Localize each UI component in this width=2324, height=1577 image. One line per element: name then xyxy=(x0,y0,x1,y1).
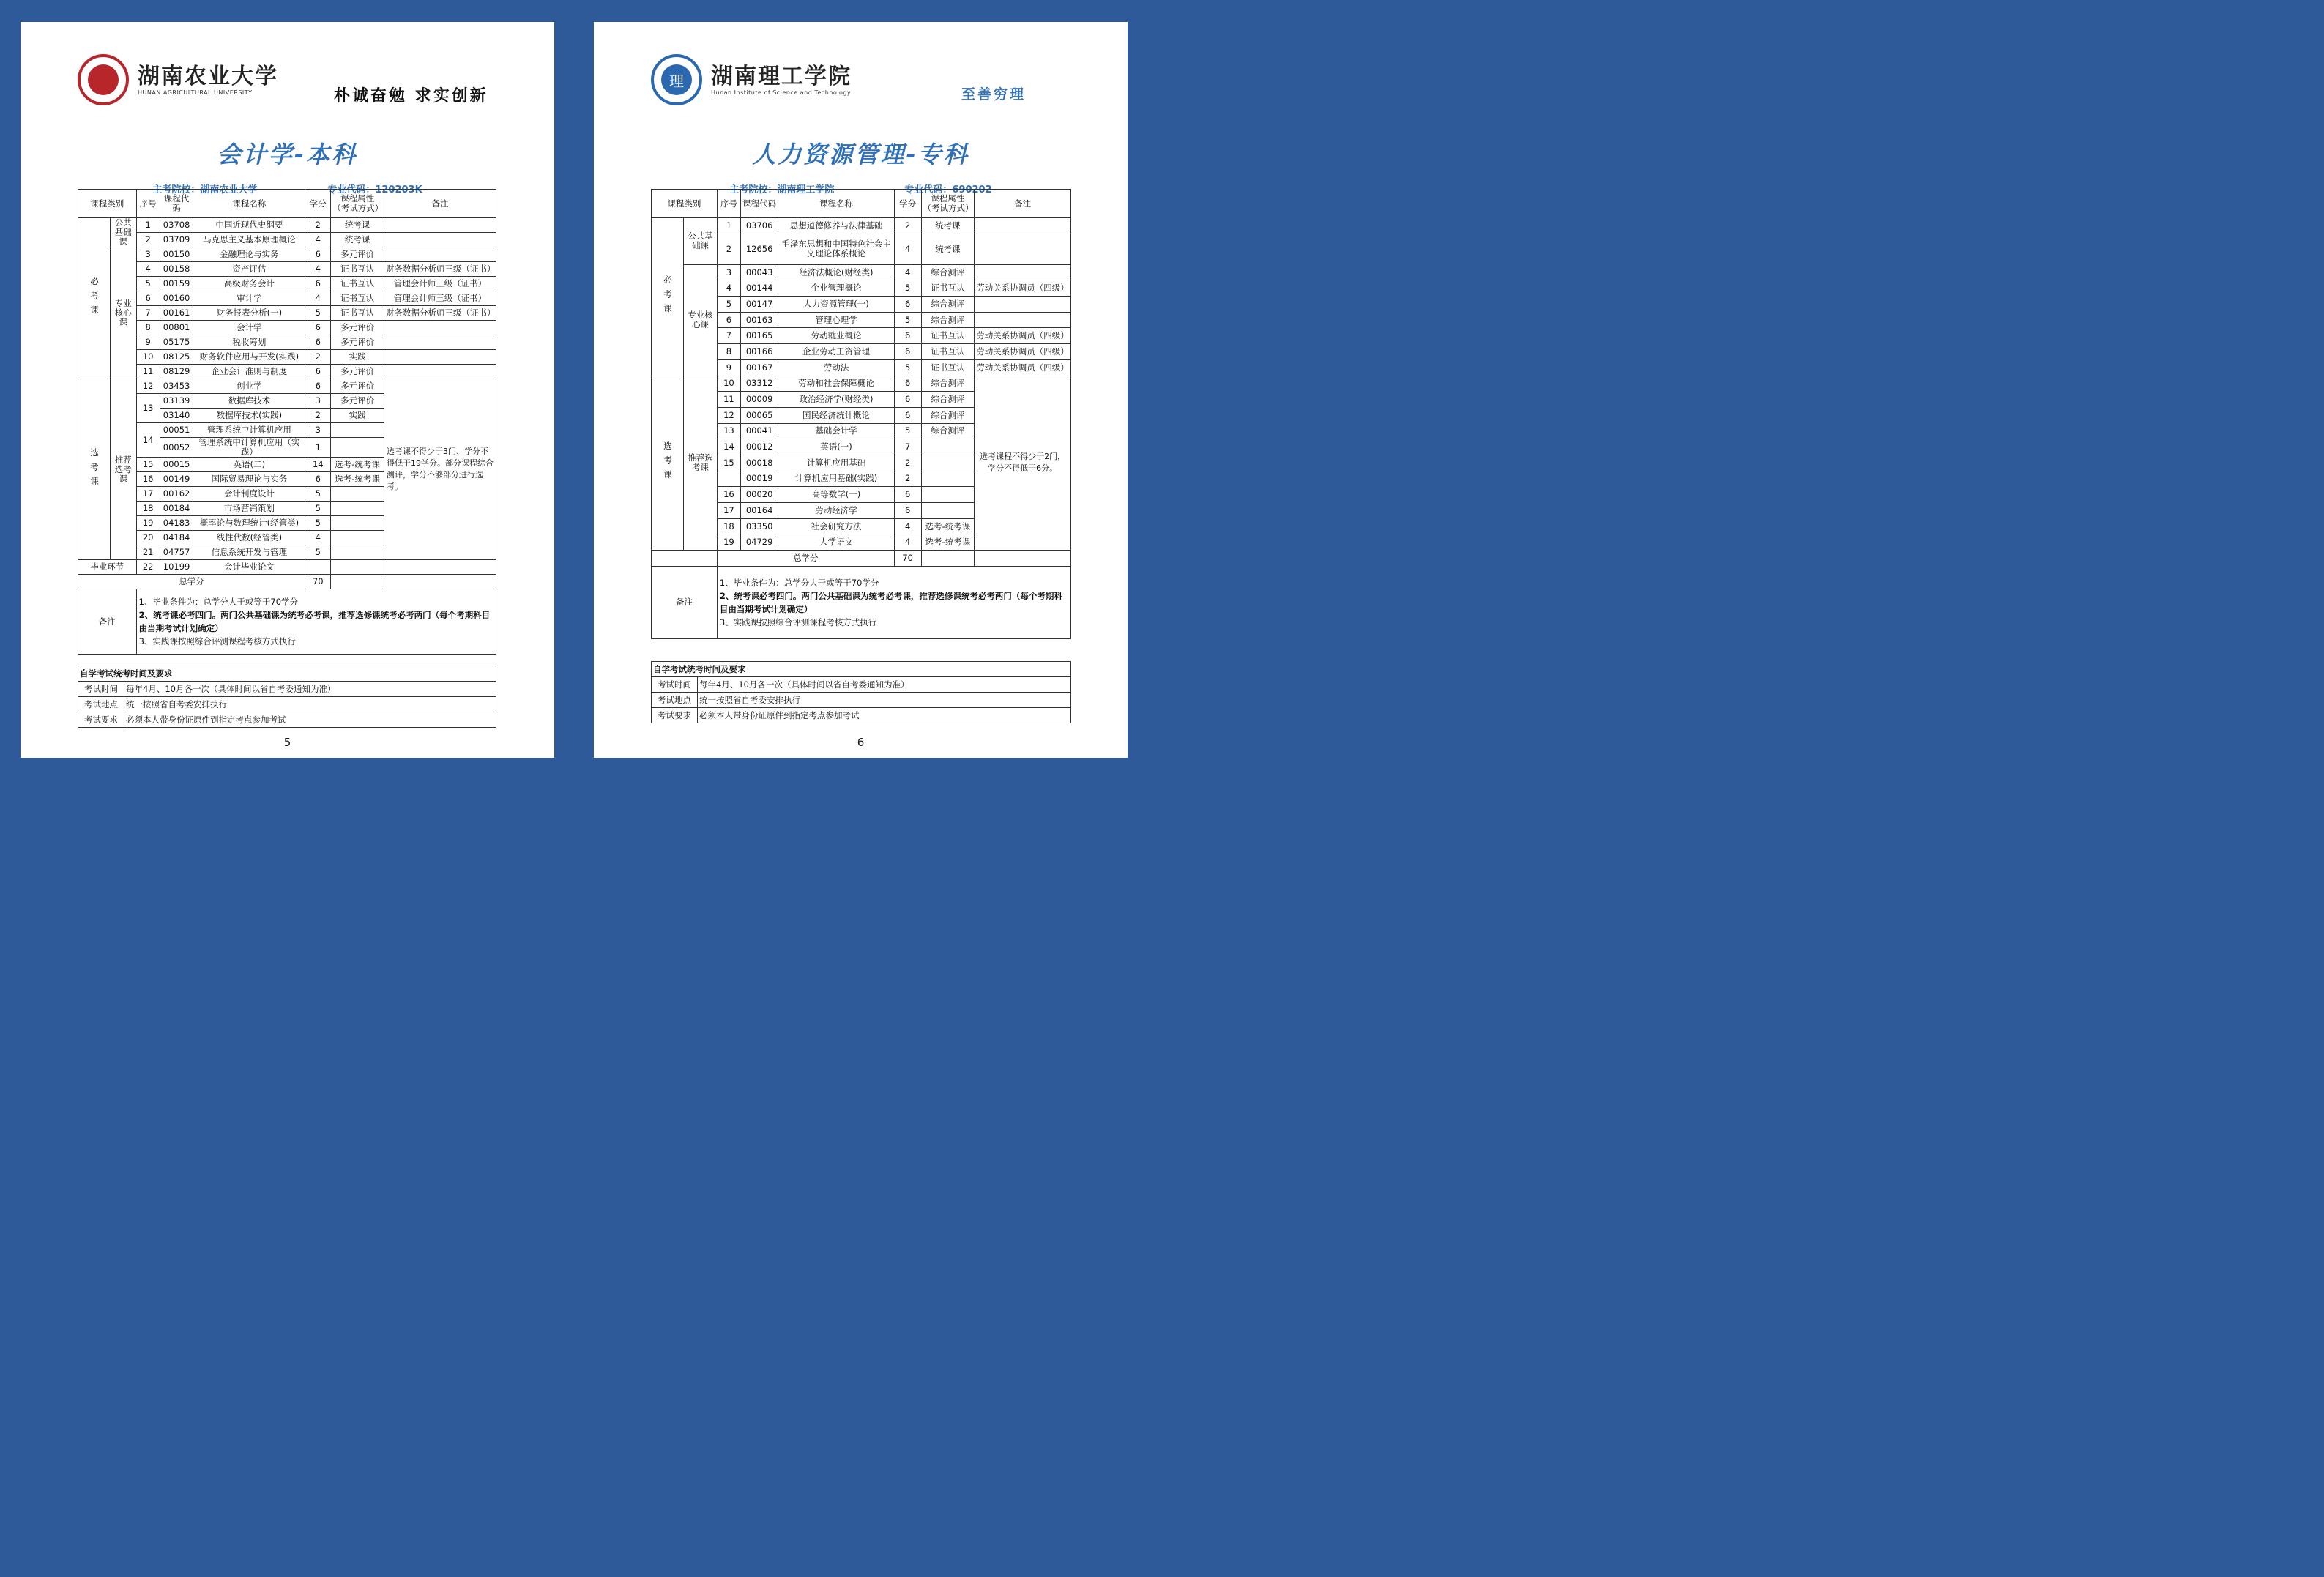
elective-note: 选考课不得少于3门、学分不得低于19学分。部分课程综合测评，学分不够部分进行选考。 xyxy=(384,379,496,560)
table-row: 7 00161 财务报表分析(一) 5 证书互认 财务数据分析师三级（证书） xyxy=(78,306,496,321)
university-name-en: HUNAN AGRICULTURAL UNIVERSITY xyxy=(138,89,253,96)
table-row: 选考课 推荐选考课 10 03312 劳动和社会保障概论 6 综合测评 选考课程不得少于2门，学分不得低于6分。 xyxy=(652,376,1071,392)
subgroup-recommended: 推荐选考课 xyxy=(111,379,137,560)
school-label: 主考院校：湖南农业大学 xyxy=(152,184,258,195)
course-table xyxy=(651,189,1071,639)
table-row: 13 03139 数据库技术 3 多元评价 xyxy=(78,394,496,409)
table-row: 毕业环节 22 10199 会计毕业论文 xyxy=(78,560,496,575)
subgroup-recommended: 推荐选考课 xyxy=(684,376,718,551)
table-row: 8 00801 会计学 6 多元评价 xyxy=(78,321,496,335)
page-number: 6 xyxy=(857,736,865,749)
page-title: 会计学-本科 xyxy=(217,141,358,168)
notes-label: 备注 xyxy=(78,589,137,655)
subgroup-core: 专业核心课 xyxy=(684,264,718,376)
table-header: 课程类别 序号 课程代码 课程名称 学分 课程属性（考试方式） 备注 xyxy=(78,190,496,218)
exam-caption: 自学考试统考时间及要求 xyxy=(652,662,1071,677)
page-title: 人力资源管理-专科 xyxy=(752,141,969,168)
table-row: 专业核心课 3 00043 经济法概论(财经类) 4 综合测评 xyxy=(652,264,1071,280)
table-row: 14 00051 管理系统中计算机应用 3 xyxy=(78,423,496,438)
total-row xyxy=(78,575,496,589)
table-row: 16 00020 高等数学(一) 6 xyxy=(652,487,1071,503)
total-label: 总学分 xyxy=(717,551,894,567)
page-right xyxy=(594,22,1128,758)
table-row: 15 00018 计算机应用基础 2 xyxy=(652,455,1071,471)
table-row: 17 00164 劳动经济学 6 xyxy=(652,503,1071,519)
exam-info-table: 自学考试统考时间及要求 考试时间 每年4月、10月各一次（具体时间以省自考委通知为准） 考试地点 统一按照省自考委安排执行 考试要求 必须本人带身份证原件到指定考点参加考试 xyxy=(78,666,496,728)
code-label: 专业代码：120203K xyxy=(327,184,422,195)
motto: 朴诚奋勉 求实创新 xyxy=(334,86,488,105)
table-row: 13 00041 基础会计学 5 综合测评 xyxy=(652,423,1071,439)
group-required: 必考课 xyxy=(652,218,684,376)
hnist-logo xyxy=(651,54,852,105)
table-row: 7 00165 劳动就业概论 6 证书互认 劳动关系协调员（四级） xyxy=(652,328,1071,344)
table-row: 18 03350 社会研究方法 4 选考-统考课 xyxy=(652,518,1071,534)
notes-row xyxy=(78,589,496,655)
group-elective: 选考课 xyxy=(78,379,111,560)
total-credit: 70 xyxy=(305,575,331,589)
table-row: 03140 数据库技术(实践) 2 实践 xyxy=(78,409,496,423)
notes: 1、毕业条件为：总学分大于或等于70学分 2、统考课必考四门。两门公共基础课为统考必考课，推荐选修课统考必考两门（每个考期科目由当期考试计划确定） 3、实践课按照综合评测课程考核方式执行 xyxy=(717,566,1070,638)
group-required: 必考课 xyxy=(78,218,111,379)
table-row: 00052 管理系统中计算机应用（实践） 1 xyxy=(78,438,496,458)
code-label: 专业代码：690202 xyxy=(904,184,992,195)
table-row: 10 08125 财务软件应用与开发(实践) 2 实践 xyxy=(78,350,496,365)
table-row: 4 00144 企业管理概论 5 证书互认 劳动关系协调员（四级） xyxy=(652,280,1071,297)
table-row: 12 00065 国民经济统计概论 6 综合测评 xyxy=(652,407,1071,423)
notes-label: 备注 xyxy=(652,566,718,638)
hunau-logo xyxy=(78,54,278,105)
table-row: 15 00015 英语(二) 14 选考-统考课 xyxy=(78,458,496,472)
motto: 至善穷理 xyxy=(961,86,1027,102)
university-name: 湖南理工学院 xyxy=(711,63,852,89)
table-row: 4 00158 资产评估 4 证书互认 财务数据分析师三级（证书） xyxy=(78,262,496,277)
table-row: 5 00147 人力资源管理(一) 6 综合测评 xyxy=(652,297,1071,313)
university-name: 湖南农业大学 xyxy=(138,63,278,89)
page-left xyxy=(21,22,554,758)
subgroup-public: 公共基础课 xyxy=(111,218,137,247)
total-label: 总学分 xyxy=(78,575,305,589)
table-row: 必考课 公共基础课 1 03708 中国近现代史纲要 2 统考课 xyxy=(78,218,496,233)
table-row: 6 00160 审计学 4 证书互认 管理会计师三级（证书） xyxy=(78,291,496,306)
table-row: 16 00149 国际贸易理论与实务 6 选考-统考课 xyxy=(78,472,496,487)
total-credit: 70 xyxy=(894,551,921,567)
table-row: 5 00159 高级财务会计 6 证书互认 管理会计师三级（证书） xyxy=(78,277,496,291)
table-row: 9 05175 税收筹划 6 多元评价 xyxy=(78,335,496,350)
table-row: 2 03709 马克思主义基本原理概论 4 统考课 xyxy=(78,233,496,247)
table-row: 19 04183 概率论与数理统计(经管类) 5 xyxy=(78,516,496,531)
notes-row xyxy=(652,566,1071,638)
exam-caption: 自学考试统考时间及要求 xyxy=(78,666,496,682)
table-header: 课程类别 序号 课程代码 课程名称 学分 课程属性（考试方式） 备注 xyxy=(652,190,1071,218)
table-row: 6 00163 管理心理学 5 综合测评 xyxy=(652,312,1071,328)
table-row: 14 00012 英语(一) 7 xyxy=(652,439,1071,455)
subgroup-core: 专业核心课 xyxy=(111,247,137,379)
hnist-seal-icon: 理 xyxy=(651,54,702,105)
table-row: 11 08129 企业会计准则与制度 6 多元评价 xyxy=(78,365,496,379)
table-row: 2 12656 毛泽东思想和中国特色社会主义理论体系概论 4 统考课 xyxy=(652,234,1071,264)
table-row: 18 00184 市场营销策划 5 xyxy=(78,502,496,516)
exam-info-table: 自学考试统考时间及要求 考试时间 每年4月、10月各一次（具体时间以省自考委通知为准） 考试地点 统一按照省自考委安排执行 考试要求 必须本人带身份证原件到指定考点参加考试 xyxy=(651,661,1071,723)
table-row: 20 04184 线性代数(经管类) 4 xyxy=(78,531,496,545)
table-row: 9 00167 劳动法 5 证书互认 劳动关系协调员（四级） xyxy=(652,359,1071,376)
university-name-en: Hunan Institute of Science and Technology xyxy=(711,89,852,96)
table-row: 8 00166 企业劳动工资管理 6 证书互认 劳动关系协调员（四级） xyxy=(652,344,1071,360)
total-row xyxy=(652,551,1071,567)
table-row: 专业核心课 3 00150 金融理论与实务 6 多元评价 xyxy=(78,247,496,262)
table-row: 选考课 推荐选考课 12 03453 创业学 6 多元评价 选考课不得少于3门、学分不得低于19学分。部分课程综合测评，学分不够部分进行选考。 xyxy=(78,379,496,394)
subgroup-public: 公共基础课 xyxy=(684,218,718,265)
subgroup-graduation: 毕业环节 xyxy=(78,560,137,575)
school-label: 主考院校：湖南理工学院 xyxy=(729,184,835,195)
group-elective: 选考课 xyxy=(652,376,684,551)
table-row: 21 04757 信息系统开发与管理 5 xyxy=(78,545,496,560)
notes: 1、毕业条件为：总学分大于或等于70学分 2、统考课必考四门。两门公共基础课为统考必考课，推荐选修课统考必考两门（每个考期科目由当期考试计划确定） 3、实践课按照综合评测课程考核方式执行 xyxy=(136,589,496,655)
elective-note: 选考课程不得少于2门，学分不得低于6分。 xyxy=(975,376,1071,551)
table-row: 00019 计算机应用基础(实践) 2 xyxy=(652,471,1071,487)
hunau-seal-icon xyxy=(78,54,129,105)
course-table xyxy=(78,189,496,655)
table-row: 19 04729 大学语文 4 选考-统考课 xyxy=(652,534,1071,551)
page-number: 5 xyxy=(283,736,291,749)
table-row: 11 00009 政治经济学(财经类) 6 综合测评 xyxy=(652,392,1071,408)
table-row: 17 00162 会计制度设计 5 xyxy=(78,487,496,502)
table-row: 必考课 公共基础课 1 03706 思想道德修养与法律基础 2 统考课 xyxy=(652,218,1071,234)
